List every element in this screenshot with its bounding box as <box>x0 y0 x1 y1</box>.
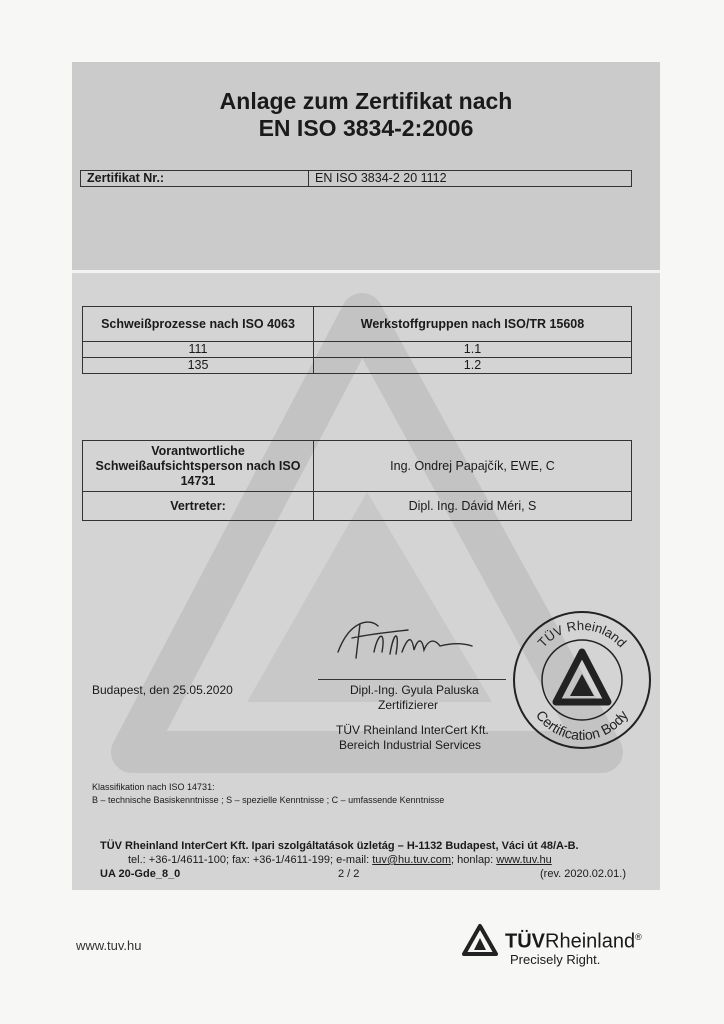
footer-email-link[interactable]: tuv@hu.tuv.com <box>372 854 452 866</box>
signatory-organization: TÜV Rheinland InterCert Kft. <box>336 723 489 737</box>
process-cell: 111 <box>83 342 314 358</box>
signatory-name: Dipl.-Ing. Gyula Paluska <box>350 683 479 697</box>
column-header-material-groups: Werkstoffgruppen nach ISO/TR 15608 <box>314 307 632 342</box>
responsible-person-value: Ing. Ondrej Papajčík, EWE, C <box>314 441 632 492</box>
stamp-top-text: TÜV Rheinland <box>534 617 630 651</box>
certification-body-stamp <box>510 608 654 752</box>
signature-line <box>318 679 506 680</box>
brand-name-bold: TÜV <box>505 930 545 953</box>
footer-contact-prefix: tel.: +36-1/4611-100; fax: +36-1/4611-199; e-mail: <box>128 854 373 866</box>
stamp-bottom-text: Certification Body <box>532 707 632 744</box>
responsible-person-table <box>82 440 632 521</box>
classification-title: Klassifikation nach ISO 14731: <box>92 782 215 792</box>
registered-mark: ® <box>635 932 642 942</box>
signatory-role: Zertifizierer <box>378 698 439 712</box>
document-title-line1: Anlage zum Zertifikat nach <box>219 88 513 114</box>
responsible-person-label: Vorantwortliche Schweißaufsichtsperson nach ISO 14731 <box>83 441 314 492</box>
deputy-value: Dipl. Ing. Dávid Méri, S <box>314 492 632 521</box>
process-cell: 135 <box>83 358 314 374</box>
table-row <box>83 342 632 358</box>
brand-name <box>505 926 642 953</box>
footer-document-code: UA 20-Gde_8_0 <box>100 868 181 880</box>
footer-page-number: 2 / 2 <box>338 868 360 880</box>
signatory-department: Bereich Industrial Services <box>339 738 482 752</box>
brand-name-rest: Rheinland <box>545 930 636 953</box>
footer-organization: TÜV Rheinland InterCert Kft. Ipari szolgáltatások üzletág – H-1132 Budapest, Váci út 48/A-B. <box>100 840 579 852</box>
footer-web-link[interactable]: www.tuv.hu <box>496 854 552 866</box>
deputy-label: Vertreter: <box>83 492 314 521</box>
bottom-website[interactable]: www.tuv.hu <box>76 938 142 953</box>
certificate-number-label: Zertifikat Nr.: <box>81 171 309 187</box>
footer-contact <box>128 853 552 868</box>
process-table <box>82 306 632 374</box>
footer-revision: (rev. 2020.02.01.) <box>540 868 627 880</box>
table-row <box>83 441 632 492</box>
tuv-triangle-logo-icon <box>460 922 500 958</box>
table-row <box>83 358 632 374</box>
place-and-date: Budapest, den 25.05.2020 <box>92 683 233 697</box>
classification-legend: B – technische Basiskenntnisse ; S – spezielle Kenntnisse ; C – umfassende Kenntnisse <box>92 795 445 805</box>
certificate-number-table <box>80 170 632 187</box>
svg-text:TÜV Rheinland <box>535 618 630 650</box>
column-header-processes: Schweißprozesse nach ISO 4063 <box>83 307 314 342</box>
material-group-cell: 1.2 <box>314 358 632 374</box>
certificate-number-value: EN ISO 3834-2 20 1112 <box>309 171 632 187</box>
table-header-row <box>83 307 632 342</box>
table-row <box>83 492 632 521</box>
footer-contact-mid: ; honlap: <box>451 854 497 866</box>
handwritten-signature <box>330 612 480 672</box>
material-group-cell: 1.1 <box>314 342 632 358</box>
brand-tagline: Precisely Right. <box>510 952 601 967</box>
document-title-line2: EN ISO 3834-2:2006 <box>258 115 474 141</box>
